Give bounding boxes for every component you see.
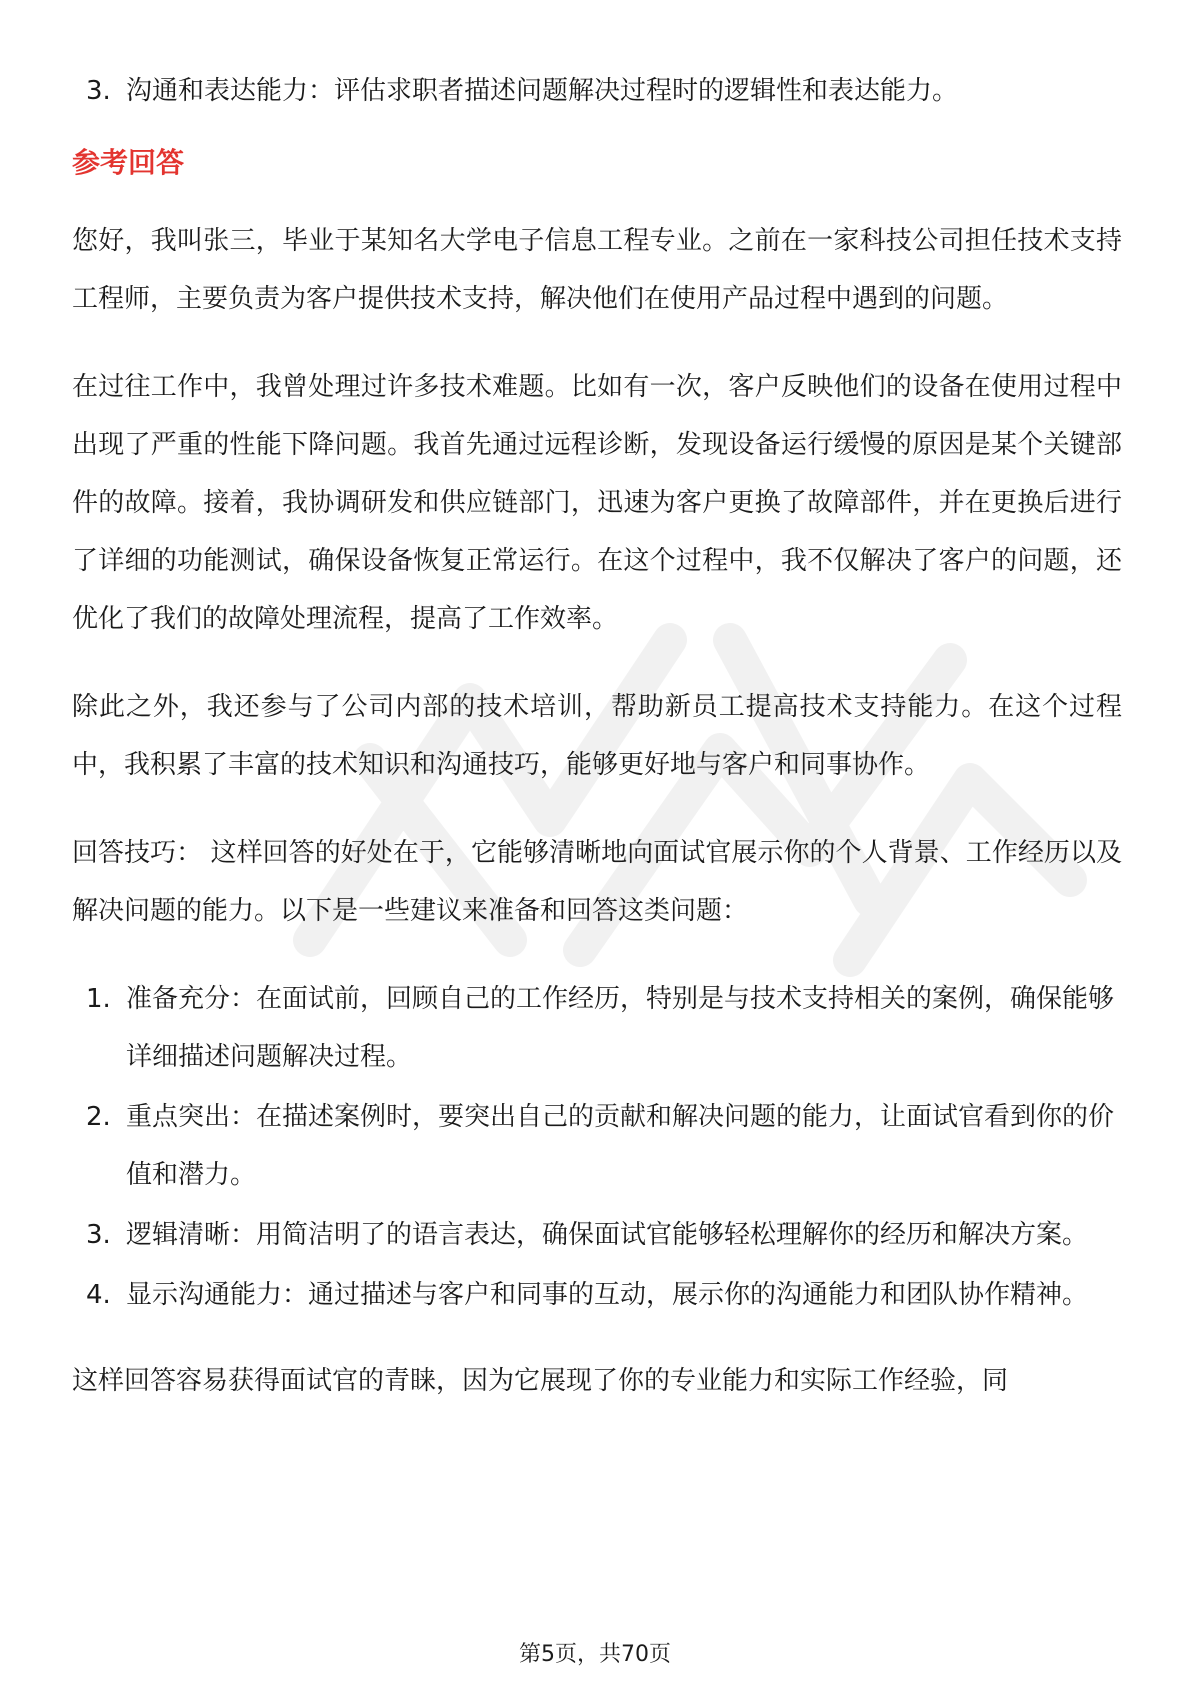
list-number: 1. <box>86 984 111 1014</box>
document-content <box>72 62 1122 1440</box>
page-footer: 第5页，共70页 <box>519 1642 671 1667</box>
paragraph-closing: 这样回答容易获得面试官的青睐，因为它展现了你的专业能力和实际工作经验，同 <box>72 1366 1009 1396</box>
list-item <box>72 1206 1122 1264</box>
list-text: 显示沟通能力：通过描述与客户和同事的互动，展示你的沟通能力和团队协作精神。 <box>126 1280 1089 1310</box>
list-item <box>72 1088 1122 1204</box>
list-text: 重点突出：在描述案例时，要突出自己的贡献和解决问题的能力，让面试官看到你的价值和潜力。 <box>126 1102 1115 1190</box>
list-number: 3. <box>86 76 111 106</box>
list-text: 准备充分：在面试前，回顾自己的工作经历，特别是与技术支持相关的案例，确保能够详细描述问题解决过程。 <box>126 984 1115 1072</box>
list-item-top <box>72 62 1122 120</box>
list-text: 逻辑清晰：用简洁明了的语言表达，确保面试官能够轻松理解你的经历和解决方案。 <box>126 1220 1089 1250</box>
list-text: 沟通和表达能力：评估求职者描述问题解决过程时的逻辑性和表达能力。 <box>126 76 959 106</box>
section-heading: 参考回答 <box>72 146 185 179</box>
list-number: 2. <box>86 1102 111 1132</box>
paragraph-experience: 在过往工作中，我曾处理过许多技术难题。比如有一次，客户反映他们的设备在使用过程中出现了严重的性能下降问题。我首先通过远程诊断，发现设备运行缓慢的原因是某个关键部件的故障。接着，我协调研发和供应链部门，迅速为客户更换了故障部件，并在更换后进行了详细的功能测试，确保设备恢复正常运行。在这个过程中，我不仅解决了客户的问题，还优化了我们的故障处理流程，提高了工作效率。 <box>72 372 1122 634</box>
list-number: 3. <box>86 1220 111 1250</box>
tips-list <box>72 970 1122 1324</box>
list-item <box>72 970 1122 1086</box>
paragraph-tips-intro: 回答技巧： 这样回答的好处在于，它能够清晰地向面试官展示你的个人背景、工作经历以及解决问题的能力。以下是一些建议来准备和回答这类问题： <box>72 838 1122 926</box>
list-number: 4. <box>86 1280 111 1310</box>
list-item <box>72 1266 1122 1324</box>
paragraph-training: 除此之外，我还参与了公司内部的技术培训，帮助新员工提高技术支持能力。在这个过程中，我积累了丰富的技术知识和沟通技巧，能够更好地与客户和同事协作。 <box>72 692 1122 780</box>
paragraph-intro: 您好，我叫张三，毕业于某知名大学电子信息工程专业。之前在一家科技公司担任技术支持工程师，主要负责为客户提供技术支持，解决他们在使用产品过程中遇到的问题。 <box>72 226 1122 314</box>
